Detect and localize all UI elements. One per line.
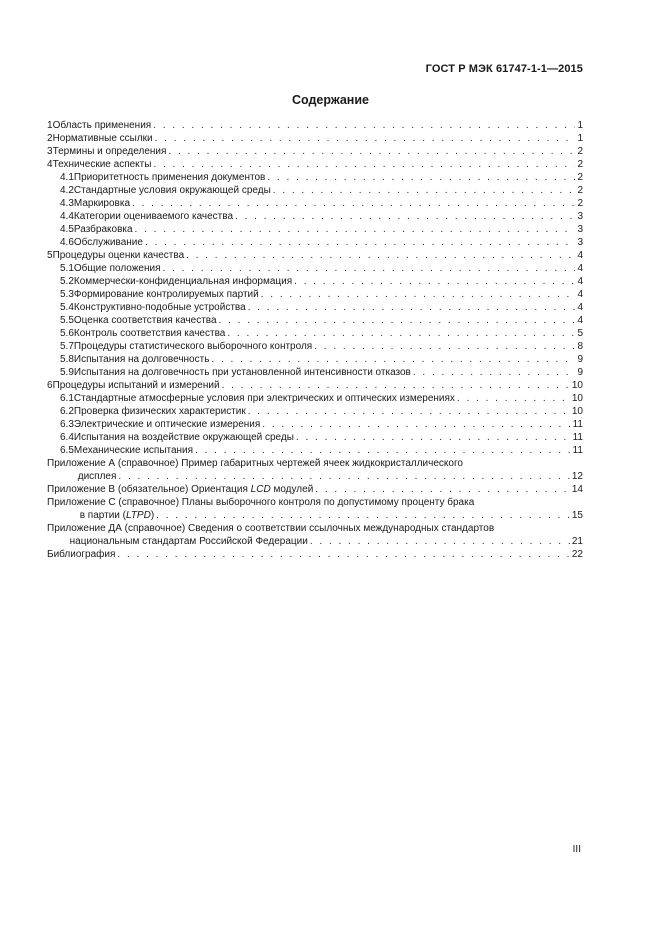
toc-title: Нормативные ссылки (52, 133, 153, 144)
dot-leader (156, 509, 570, 522)
toc-page: 8 (577, 341, 583, 352)
toc-page: 2 (577, 185, 583, 196)
toc-title: Технические аспекты (52, 159, 152, 170)
toc-entry-4-6[interactable] (47, 236, 583, 249)
toc-entry-5-7[interactable] (47, 340, 583, 353)
toc-title: Приложение А (справочное) Пример габаритных чертежей ячеек жидкокристаллического (47, 458, 463, 469)
toc-number: 6.5 (60, 445, 74, 456)
page-title: Содержание (291, 93, 369, 107)
dot-leader (145, 236, 575, 249)
toc-entry-appendix-a[interactable] (47, 457, 583, 470)
toc-entry-bibliography[interactable] (47, 548, 583, 561)
toc-page: 10 (571, 380, 583, 391)
toc-number: 5.8 (60, 354, 74, 365)
dot-leader (153, 158, 575, 171)
toc-number: 5.5 (60, 315, 74, 326)
toc-entry-5-1[interactable] (47, 262, 583, 275)
toc-title: Обслуживание (73, 237, 143, 248)
toc-number: 1 (47, 120, 53, 131)
toc-title: Процедуры испытаний и измерений (52, 380, 220, 391)
toc-entry-1[interactable] (47, 119, 583, 132)
toc-page: 4 (577, 315, 583, 326)
dot-leader (267, 171, 575, 184)
toc-title: Стандартные атмосферные условия при электрических и оптических измерениях (73, 393, 455, 404)
toc-title: Формирование контролируемых партий (73, 289, 259, 300)
toc-page: 22 (571, 549, 583, 560)
dot-leader (294, 275, 575, 288)
toc-title: Оценка соответствия качества (73, 315, 217, 326)
toc-entry-5-5[interactable] (47, 314, 583, 327)
toc-page: 2 (577, 146, 583, 157)
toc-page: 5 (577, 328, 583, 339)
toc-entry-6[interactable] (47, 379, 583, 392)
dot-leader (219, 314, 576, 327)
toc-page: 21 (571, 536, 583, 547)
toc-title: Стандартные условия окружающей среды (73, 185, 271, 196)
toc-number: 6.3 (60, 419, 74, 430)
dot-leader (457, 392, 570, 405)
toc-number: 5.4 (60, 302, 74, 313)
toc-entry-appendix-a-cont[interactable] (47, 470, 583, 483)
toc-entry-3[interactable] (47, 145, 583, 158)
toc-title: Контроль соответствия качества (73, 328, 226, 339)
toc-title: Процедуры статистического выборочного контроля (73, 341, 313, 352)
toc-entry-4[interactable] (47, 158, 583, 171)
toc-number: 2 (47, 133, 53, 144)
toc-entry-appendix-c-cont[interactable] (47, 509, 583, 522)
toc-title-continued: национальным стандартам Российской Федерации (69, 536, 308, 547)
toc-entry-6-5[interactable] (47, 444, 583, 457)
dot-leader (235, 210, 575, 223)
dot-leader (310, 535, 570, 548)
dot-leader (132, 197, 575, 210)
toc-title: Приложение С (справочное) Планы выборочного контроля по допустимому проценту брака (47, 497, 475, 508)
toc-page: 15 (571, 510, 583, 521)
dot-leader (222, 379, 570, 392)
toc-entry-6-1[interactable] (47, 392, 583, 405)
dot-leader (135, 223, 576, 236)
toc-title: Испытания на долговечность при установленной интенсивности отказов (73, 367, 411, 378)
toc-title: Термины и определения (52, 146, 167, 157)
dot-leader (262, 418, 570, 431)
toc-title: Область применения (52, 120, 152, 131)
page-number: III (572, 844, 581, 855)
toc-number: 6.2 (60, 406, 74, 417)
toc-page: 10 (571, 393, 583, 404)
toc-page: 12 (571, 471, 583, 482)
toc-number: 4.5 (60, 224, 74, 235)
toc-title-continued: дисплея (77, 471, 117, 482)
dot-leader (153, 119, 575, 132)
dot-leader (248, 301, 576, 314)
toc-title: Разбраковка (73, 224, 133, 235)
toc-title: Коммерчески-конфиденциальная информация (73, 276, 293, 287)
toc-page: 9 (577, 367, 583, 378)
toc-title: Приложение В (обязательное) Ориентация LCD модулей (47, 484, 314, 495)
dot-leader (248, 405, 570, 418)
toc-entry-appendix-da-cont[interactable] (47, 535, 583, 548)
toc-page: 3 (577, 237, 583, 248)
toc-page: 1 (577, 133, 583, 144)
dot-leader (296, 431, 571, 444)
toc-entry-5[interactable] (47, 249, 583, 262)
toc-number: 6.1 (60, 393, 74, 404)
toc-number: 5 (47, 250, 53, 261)
dot-leader (163, 262, 576, 275)
toc-entry-5-3[interactable] (47, 288, 583, 301)
toc-page: 2 (577, 198, 583, 209)
dot-leader (413, 366, 576, 379)
toc-page: 3 (577, 224, 583, 235)
toc-title: Процедуры оценки качества (52, 250, 185, 261)
document-number: ГОСТ Р МЭК 61747-1-1—2015 (425, 63, 583, 75)
dot-leader (261, 288, 576, 301)
toc-number: 6.4 (60, 432, 74, 443)
toc-page: 10 (571, 406, 583, 417)
dot-leader (315, 483, 570, 496)
toc-entry-4-4[interactable] (47, 210, 583, 223)
toc-title: Проверка физических характеристик (73, 406, 246, 417)
toc-page: 4 (577, 263, 583, 274)
toc-number: 4.2 (60, 185, 74, 196)
toc-title: Маркировка (73, 198, 131, 209)
dot-leader (117, 548, 569, 561)
dot-leader (155, 132, 576, 145)
toc-number: 5.3 (60, 289, 74, 300)
toc-title: Испытания на воздействие окружающей среды (73, 432, 294, 443)
toc-page: 4 (577, 302, 583, 313)
toc-entry-4-3[interactable] (47, 197, 583, 210)
toc-page: 4 (577, 250, 583, 261)
dot-leader (195, 444, 571, 457)
toc-page: 11 (572, 432, 583, 443)
toc-entry-5-4[interactable] (47, 301, 583, 314)
toc-number: 5.1 (60, 263, 74, 274)
toc-number: 4.4 (60, 211, 74, 222)
dot-leader (227, 327, 575, 340)
toc-entry-5-2[interactable] (47, 275, 583, 288)
toc-entry-appendix-da[interactable] (47, 522, 583, 535)
toc-number: 3 (47, 146, 53, 157)
toc-entry-appendix-b[interactable] (47, 483, 583, 496)
toc-entry-6-2[interactable] (47, 405, 583, 418)
toc-number: 6 (47, 380, 53, 391)
toc-title: Механические испытания (73, 445, 194, 456)
toc-entry-2[interactable] (47, 132, 583, 145)
toc-title: Испытания на долговечность (73, 354, 210, 365)
toc-page: 14 (571, 484, 583, 495)
dot-leader (273, 184, 576, 197)
toc-title: Приоритетность применения документов (73, 172, 266, 183)
toc-number: 5.7 (60, 341, 74, 352)
toc-page: 3 (577, 211, 583, 222)
toc-entry-4-1[interactable] (47, 171, 583, 184)
toc-title: Электрические и оптические измерения (73, 419, 261, 430)
toc-entry-5-8[interactable] (47, 353, 583, 366)
toc-page: 9 (577, 354, 583, 365)
toc-page: 1 (577, 120, 583, 131)
toc-number: 4.3 (60, 198, 74, 209)
toc-title: Конструктивно-подобные устройства (73, 302, 246, 313)
dot-leader (211, 353, 575, 366)
toc-page: 2 (577, 159, 583, 170)
toc-page: 4 (577, 276, 583, 287)
toc-title: Приложение ДА (справочное) Сведения о соответствии ссылочных международных стандартов (47, 523, 495, 534)
table-of-contents (47, 119, 583, 561)
toc-title: Общие положения (73, 263, 161, 274)
toc-page: 11 (572, 419, 583, 430)
toc-entry-4-5[interactable] (47, 223, 583, 236)
dot-leader (118, 470, 569, 483)
toc-page: 11 (572, 445, 583, 456)
toc-number: 4.1 (60, 172, 74, 183)
toc-entry-6-3[interactable] (47, 418, 583, 431)
toc-entry-5-6[interactable] (47, 327, 583, 340)
toc-number: 4.6 (60, 237, 74, 248)
toc-entry-appendix-c[interactable] (47, 496, 583, 509)
toc-number: 5.2 (60, 276, 74, 287)
toc-page: 2 (577, 172, 583, 183)
toc-title-continued: в партии (LTPD) (79, 510, 155, 521)
toc-entry-4-2[interactable] (47, 184, 583, 197)
toc-entry-6-4[interactable] (47, 431, 583, 444)
dot-leader (314, 340, 575, 353)
toc-title: Библиография (47, 549, 116, 560)
toc-entry-5-9[interactable] (47, 366, 583, 379)
dot-leader (186, 249, 575, 262)
dot-leader (168, 145, 575, 158)
toc-number: 4 (47, 159, 53, 170)
toc-number: 5.6 (60, 328, 74, 339)
toc-page: 4 (577, 289, 583, 300)
toc-number: 5.9 (60, 367, 74, 378)
toc-title: Категории оцениваемого качества (73, 211, 234, 222)
